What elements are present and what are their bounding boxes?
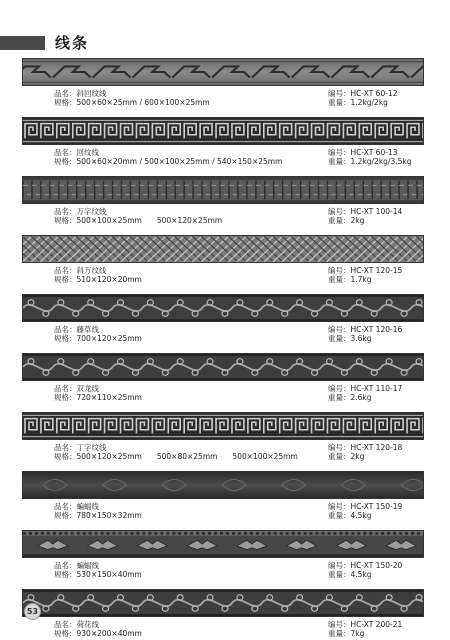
product-weight: 重量：4.5kg [328, 570, 372, 579]
product-code: 编号：HC-XT 120-18 [328, 443, 403, 452]
molding-image [22, 235, 424, 263]
product-code: 编号：HC-XT 200-21 [328, 620, 403, 629]
molding-pattern-svg [23, 118, 423, 144]
product-code: 编号：HC-XT 120-15 [328, 266, 403, 275]
header-accent-bar [0, 36, 45, 50]
product-info [54, 502, 422, 520]
product-spec: 规格：530×150×40mm [54, 570, 142, 579]
molding-image [22, 589, 424, 617]
molding-pattern-svg [23, 590, 423, 616]
molding-image [22, 412, 424, 440]
product-code: 编号：HC-XT 60-12 [328, 89, 398, 98]
molding-pattern-svg [23, 295, 423, 321]
product-weight: 重量：4.5kg [328, 511, 372, 520]
product-name: 品名：万字纹线 [54, 207, 107, 216]
product-spec: 规格：700×120×25mm [54, 334, 142, 343]
product-name: 品名：双龙线 [54, 384, 99, 393]
product-name: 品名：藤草线 [54, 325, 99, 334]
product-info [54, 384, 422, 402]
product-weight: 重量：2kg [328, 216, 365, 225]
product-spec: 规格：780×150×32mm [54, 511, 142, 520]
product-spec: 规格：500×60×25mm / 600×100×25mm [54, 98, 210, 107]
product-weight: 重量：1.2kg/2kg [328, 98, 388, 107]
product-name: 品名：蝙蝠线 [54, 561, 99, 570]
product-info [54, 266, 422, 284]
product-code: 编号：HC-XT 150-19 [328, 502, 403, 511]
product-spec: 规格：500×60×20mm / 500×100×25mm / 540×150×25mm [54, 157, 283, 166]
molding-image [22, 471, 424, 499]
product-name: 品名：斜回纹线 [54, 89, 107, 98]
product-info [54, 89, 422, 107]
molding-pattern-svg [23, 354, 423, 380]
molding-pattern-svg [23, 413, 423, 439]
molding-image [22, 117, 424, 145]
product-weight: 重量：2kg [328, 452, 365, 461]
product-info [54, 325, 422, 343]
product-weight: 重量：2.6kg [328, 393, 372, 402]
product-name: 品名：丁字纹线 [54, 443, 107, 452]
product-code: 编号：HC-XT 150-20 [328, 561, 403, 570]
product-info [54, 620, 422, 638]
product-name: 品名：斜万纹线 [54, 266, 107, 275]
product-name: 品名：荷花线 [54, 620, 99, 629]
molding-pattern-svg [23, 59, 423, 85]
product-spec: 规格：510×120×20mm [54, 275, 142, 284]
product-name: 品名：蝙蝠线 [54, 502, 99, 511]
product-weight: 重量：1.7kg [328, 275, 372, 284]
product-code: 编号：HC-XT 110-17 [328, 384, 403, 393]
product-info [54, 443, 422, 461]
product-info [54, 561, 422, 579]
page-title: 线条 [55, 34, 90, 52]
product-weight: 重量：3.6kg [328, 334, 372, 343]
product-name: 品名：回纹线 [54, 148, 99, 157]
page-number: 53 [24, 603, 41, 620]
molding-pattern-svg [23, 472, 423, 498]
molding-image [22, 58, 424, 86]
product-code: 编号：HC-XT 100-14 [328, 207, 403, 216]
product-spec: 规格：500×120×25mm 500×80×25mm 500×100×25mm [54, 452, 298, 461]
molding-image [22, 294, 424, 322]
product-spec: 规格：720×110×25mm [54, 393, 142, 402]
product-spec: 规格：500×100×25mm 500×120×25mm [54, 216, 223, 225]
product-code: 编号：HC-XT 60-13 [328, 148, 398, 157]
product-spec: 规格：930×200×40mm [54, 629, 142, 638]
molding-image [22, 353, 424, 381]
molding-pattern-svg [23, 177, 423, 203]
molding-image [22, 176, 424, 204]
product-info [54, 148, 422, 166]
molding-image [22, 530, 424, 558]
molding-pattern-svg [23, 531, 423, 557]
molding-pattern-svg [23, 236, 423, 262]
product-info [54, 207, 422, 225]
product-weight: 重量：1.2kg/2kg/3.5kg [328, 157, 412, 166]
product-code: 编号：HC-XT 120-16 [328, 325, 403, 334]
product-weight: 重量：7kg [328, 629, 365, 638]
